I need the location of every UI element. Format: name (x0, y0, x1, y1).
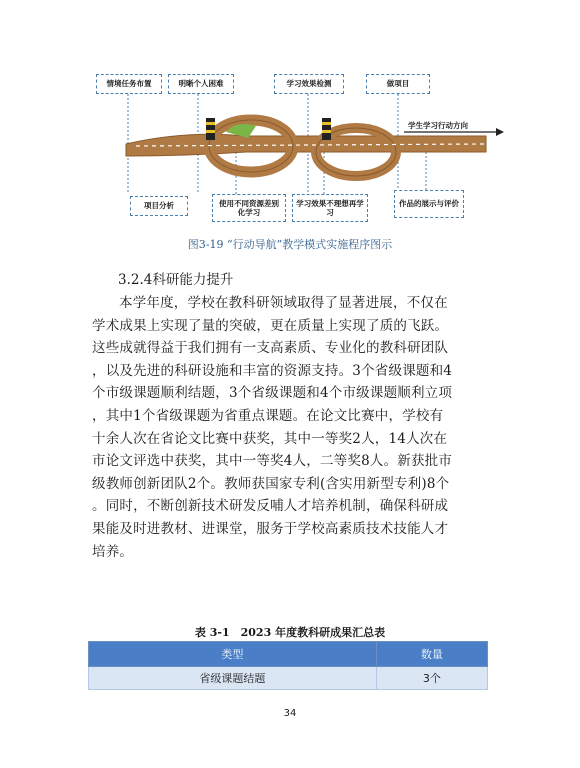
box-relearn: 学习效果不理想再学习 (292, 194, 368, 222)
paragraph-line: 个市级课题顺利结题，3个省级课题和4个市级课题顺利立项 (92, 385, 453, 402)
paragraph-line: 培养。 (92, 543, 134, 560)
direction-label: 学生学习行动方向 (408, 121, 468, 130)
header-type: 类型 (89, 642, 377, 667)
section-heading: 3.2.4科研能力提升 (118, 272, 234, 288)
paragraph-line: 级教师创新团队2个。教师获国家专利(含实用新型专利)8个 (92, 475, 450, 492)
paragraph-line: ，以及先进的科研设施和丰富的资源支持。3个省级课题和4 (92, 362, 453, 379)
header-count: 数量 (376, 642, 487, 667)
paragraph-line: 这些成就得益于我们拥有一支高素质、专业化的教科研团队 (92, 340, 449, 357)
teaching-mode-diagram (86, 60, 506, 240)
box-differentiated-learning: 使用不同资源差别化学习 (212, 194, 286, 222)
paragraph-line: 果能及时进教材、进课堂，服务于学校高素质技术技能人才 (92, 520, 449, 537)
paragraph-line: 市论文评选中获奖，其中一等奖4人，二等奖8人。新获批市 (92, 453, 453, 470)
page-number: 34 (283, 708, 297, 719)
paragraph-line: 本学年度，学校在教科研领域取得了显著进展，不仅在 (119, 295, 448, 311)
paragraph-line: 。同时，不断创新技术研发反哺人才培养机制，确保科研成 (92, 498, 449, 515)
paragraph-line: ，其中1个省级课题为省重点课题。在论文比赛中，学校有 (92, 407, 444, 424)
figure-caption: 图3-19 “行动导航”教学模式实施程序图示 (187, 238, 393, 251)
cell-count: 3个 (376, 667, 487, 690)
box-learning-check: 学习效果检测 (274, 74, 344, 94)
box-do-project: 做项目 (366, 74, 430, 94)
box-task-assignment: 情境任务布置 (96, 74, 162, 94)
results-table (88, 641, 488, 690)
paragraph-line: 学术成果上实现了量的突破，更在质量上实现了质的飞跃。 (92, 317, 449, 334)
body-paragraph (92, 292, 512, 563)
box-work-showcase: 作品的展示与评价 (394, 190, 464, 218)
table-row (89, 667, 488, 690)
table-caption: 表 3-1 2023 年度教科研成果汇总表 (194, 626, 386, 639)
box-clarify-difficulty: 明晰个人困难 (168, 74, 234, 94)
cell-type: 省级课题结题 (89, 667, 377, 690)
paragraph-line: 十余人次在省论文比赛中获奖，其中一等奖2人，14人次在 (92, 430, 448, 447)
box-project-analysis: 项目分析 (130, 196, 188, 216)
table-header-row (89, 642, 488, 667)
